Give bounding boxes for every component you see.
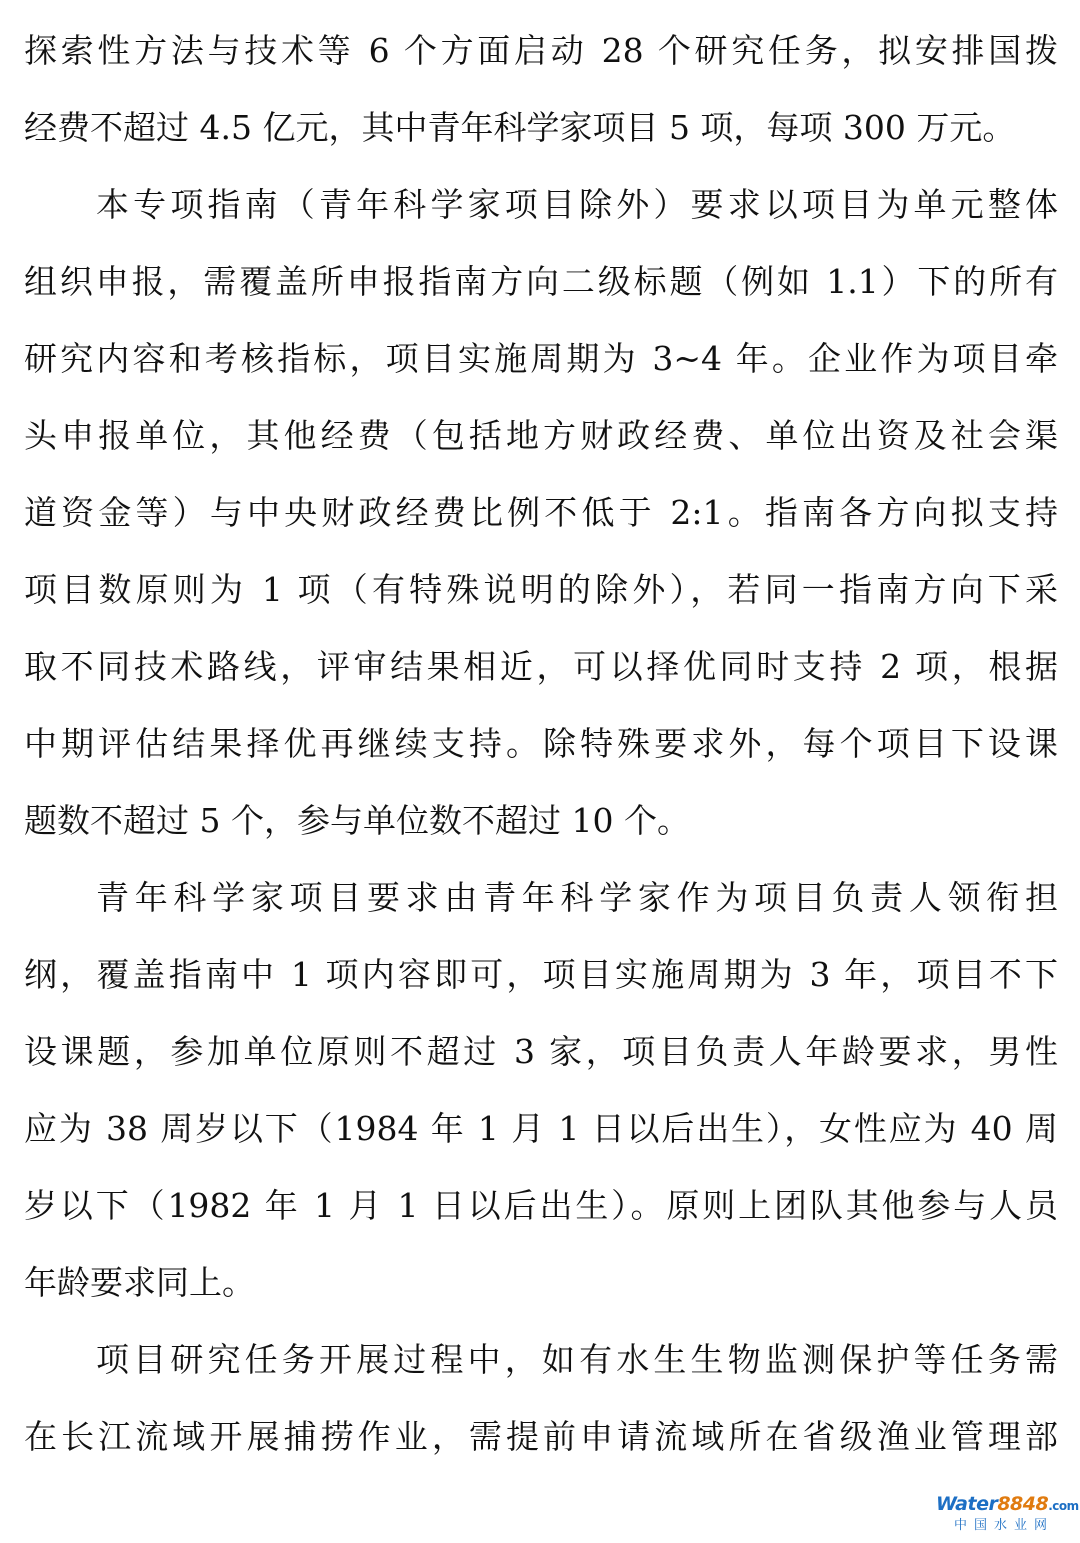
text-line: 项目数原则为 1 项（有特殊说明的除外），若同一指南方向下采	[24, 570, 1058, 609]
water8848-watermark-logo	[936, 1493, 1079, 1537]
text-line: 道资金等）与中央财政经费比例不低于 2:1。指南各方向拟支持	[24, 493, 1058, 532]
text-line: 经费不超过 4.5 亿元，其中青年科学家项目 5 项，每项 300 万元。	[24, 108, 1016, 147]
text-line: 设课题，参加单位原则不超过 3 家，项目负责人年龄要求，男性	[24, 1032, 1058, 1071]
text-line: 题数不超过 5 个，参与单位数不超过 10 个。	[24, 801, 690, 840]
text-line: 取不同技术路线，评审结果相近，可以择优同时支持 2 项，根据	[24, 647, 1058, 686]
text-line: 应为 38 周岁以下（1984 年 1 月 1 日以后出生），女性应为 40 周	[24, 1109, 1058, 1148]
document-body	[24, 12, 1058, 1475]
text-line: 本专项指南（青年科学家项目除外）要求以项目为单元整体	[96, 185, 1058, 224]
text-line: 项目研究任务开展过程中，如有水生生物监测保护等任务需	[96, 1340, 1058, 1379]
text-line: 年龄要求同上。	[24, 1263, 255, 1302]
watermark-logo-word: Water	[936, 1493, 998, 1515]
text-line: 探索性方法与技术等 6 个方面启动 28 个研究任务，拟安排国拨	[24, 31, 1058, 70]
text-line: 青年科学家项目要求由青年科学家作为项目负责人领衔担	[96, 878, 1058, 917]
watermark-logo-text	[936, 1493, 1079, 1517]
document-page	[24, 12, 1058, 1475]
text-line: 研究内容和考核指标，项目实施周期为 3~4 年。企业作为项目牵	[24, 339, 1058, 378]
text-line: 中期评估结果择优再继续支持。除特殊要求外，每个项目下设课	[24, 724, 1058, 763]
watermark-logo-number: 8848	[997, 1493, 1049, 1515]
text-line: 头申报单位，其他经费（包括地方财政经费、单位出资及社会渠	[24, 416, 1058, 455]
text-line: 纲，覆盖指南中 1 项内容即可，项目实施周期为 3 年，项目不下	[24, 955, 1058, 994]
text-line: 组织申报，需覆盖所申报指南方向二级标题（例如 1.1）下的所有	[24, 262, 1058, 301]
watermark-subtitle: 中国水业网	[953, 1518, 1054, 1533]
text-line: 在长江流域开展捕捞作业，需提前申请流域所在省级渔业管理部	[24, 1417, 1058, 1456]
watermark-logo-suffix: .com	[1048, 1499, 1079, 1513]
text-line: 岁以下（1982 年 1 月 1 日以后出生）。原则上团队其他参与人员	[24, 1186, 1058, 1225]
